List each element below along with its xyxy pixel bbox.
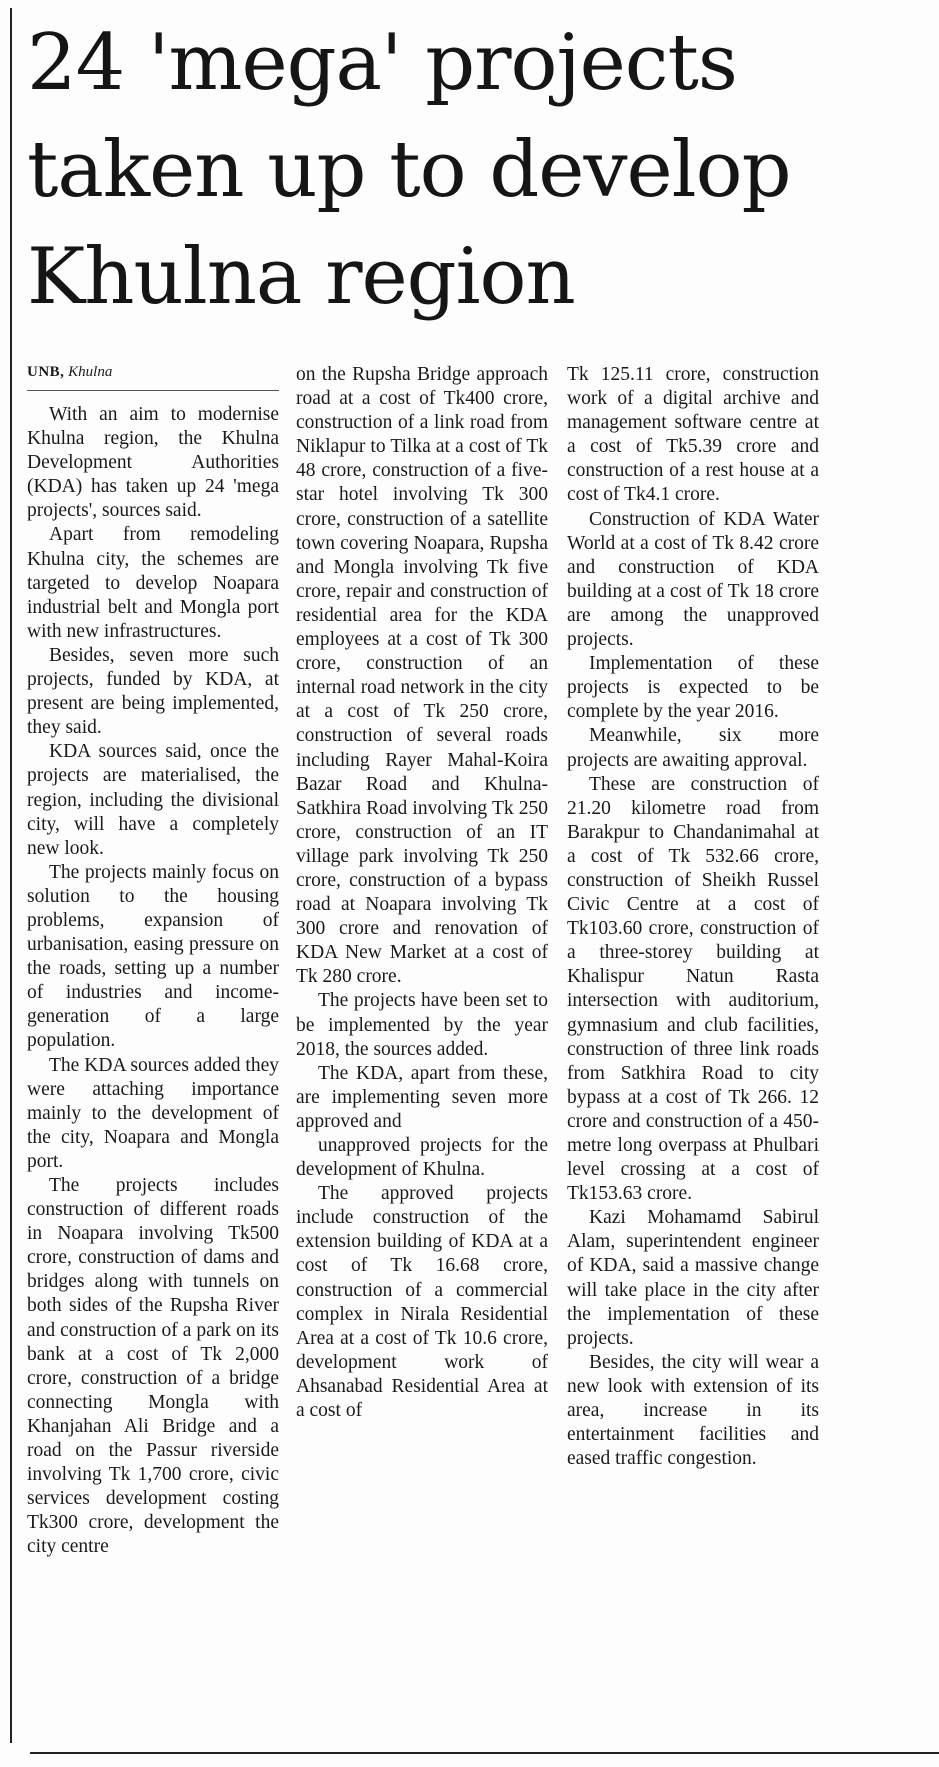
byline [27,364,279,391]
paragraph: Apart from remodeling Khulna city, the schemes are targeted to develop Noapara industrial belt and Mongla port with new infrastructures. [27,524,279,642]
paragraph: Tk 125.11 crore, construction work of a digital archive and management software centre at a cost of Tk5.39 crore and construction of a rest house at a cost of Tk4.1 crore. [567,364,819,506]
paragraph: Besides, the city will wear a new look with extension of its area, increase in its entertainment facilities and eased traffic congestion. [567,1351,819,1470]
left-column-rule [10,8,12,1743]
paragraph: Implementation of these projects is expected to be complete by the year 2016. [567,653,819,723]
paragraph: The KDA, apart from these, are implementing seven more approved and [296,1062,548,1132]
paragraph: on the Rupsha Bridge approach road at a cost of Tk400 crore, construction of a link road from Niklapur to Tilka at a cost of Tk 48 crore, construction of a five-star hotel involving Tk 300 crore, construction of a satellite town covering Noapara, Rupsha and Mongla involving Tk five crore, repair and construction of residential area for the KDA employees at a cost of Tk 300 crore, construction of an internal road network in the city at a cost of Tk 250 crore, construction of several roads including Rayer Mahal-Koira Bazar Road and Khulna-Satkhira Road involving Tk 250 crore, construction of an IT village park involving Tk 250 crore, construction of a bypass road at Noapara involving Tk 300 crore and renovation of KDA New Market at a cost of Tk 280 crore. [296,364,548,988]
paragraph: The approved projects include construction of the extension building of KDA at a cost of Tk 16.68 crore, construction of a commercial complex in Nirala Residential Area at a cost of Tk 10.6 crore, development work of Ahsanabad Residential Area at a cost of [296,1183,548,1422]
article-column-1 [27,403,279,1560]
paragraph: The projects mainly focus on solution to the housing problems, expansion of urbanisation, easing pressure on the roads, setting up a number of industries and income-generation of a large population. [27,861,279,1052]
paragraph: The KDA sources added they were attaching importance mainly to the development of the city, Noapara and Mongla port. [27,1054,279,1172]
byline-location: Khulna [68,364,113,380]
paragraph: Besides, seven more such projects, funded by KDA, at present are being implemented, they said. [27,644,279,739]
paragraph: With an aim to modernise Khulna region, the Khulna Development Authorities (KDA) has taken up 24 'mega projects', sources said. [27,404,279,522]
article-column-2 [296,363,548,1423]
byline-agency: UNB, [27,364,65,380]
paragraph: Kazi Mohamamd Sabirul Alam, superintendent engineer of KDA, said a massive change will take place in the city after the implementation of these projects. [567,1207,819,1349]
paragraph: The projects includes construction of different roads in Noapara involving Tk500 crore, construction of dams and bridges along with tunnels on both sides of the Rupsha River and construction of a park on its bank at a cost of Tk 2,000 crore, construction of a bridge connecting Mongla with Khanjahan Ali Bridge and a road on the Passur riverside involving Tk 1,700 crore, civic services development costing Tk300 crore, development the city centre [27,1175,279,1558]
paragraph: Construction of KDA Water World at a cost of Tk 8.42 crore and construction of KDA building at a cost of Tk 18 crore are among the unapproved projects. [567,508,819,651]
paragraph: KDA sources said, once the projects are materialised, the region, including the divisional city, will have a completely new look. [27,741,279,859]
article-column-3 [567,363,819,1471]
paragraph: The projects have been set to be implemented by the year 2018, the sources added. [296,990,548,1060]
paragraph: Meanwhile, six more projects are awaiting approval. [567,725,819,771]
headline: 24 'mega' projects taken up to develop Khulna region [27,18,791,322]
bottom-rule [30,1752,939,1754]
paragraph: unapproved projects for the development of Khulna. [296,1135,548,1181]
paragraph: These are construction of 21.20 kilometre road from Barakpur to Chandanimahal at a cost of Tk 532.66 crore, construction of Sheikh Russel Civic Centre at a cost of Tk103.60 crore, construction of a three-storey building at Khalispur Natun Rasta intersection with auditorium, gymnasium and club facilities, construction of three link roads from Satkhira Road to city bypass at a cost of Tk 266. 12 crore and construction of a 450-metre long overpass at Phulbari level crossing at a cost of Tk153.63 crore. [567,773,819,1205]
